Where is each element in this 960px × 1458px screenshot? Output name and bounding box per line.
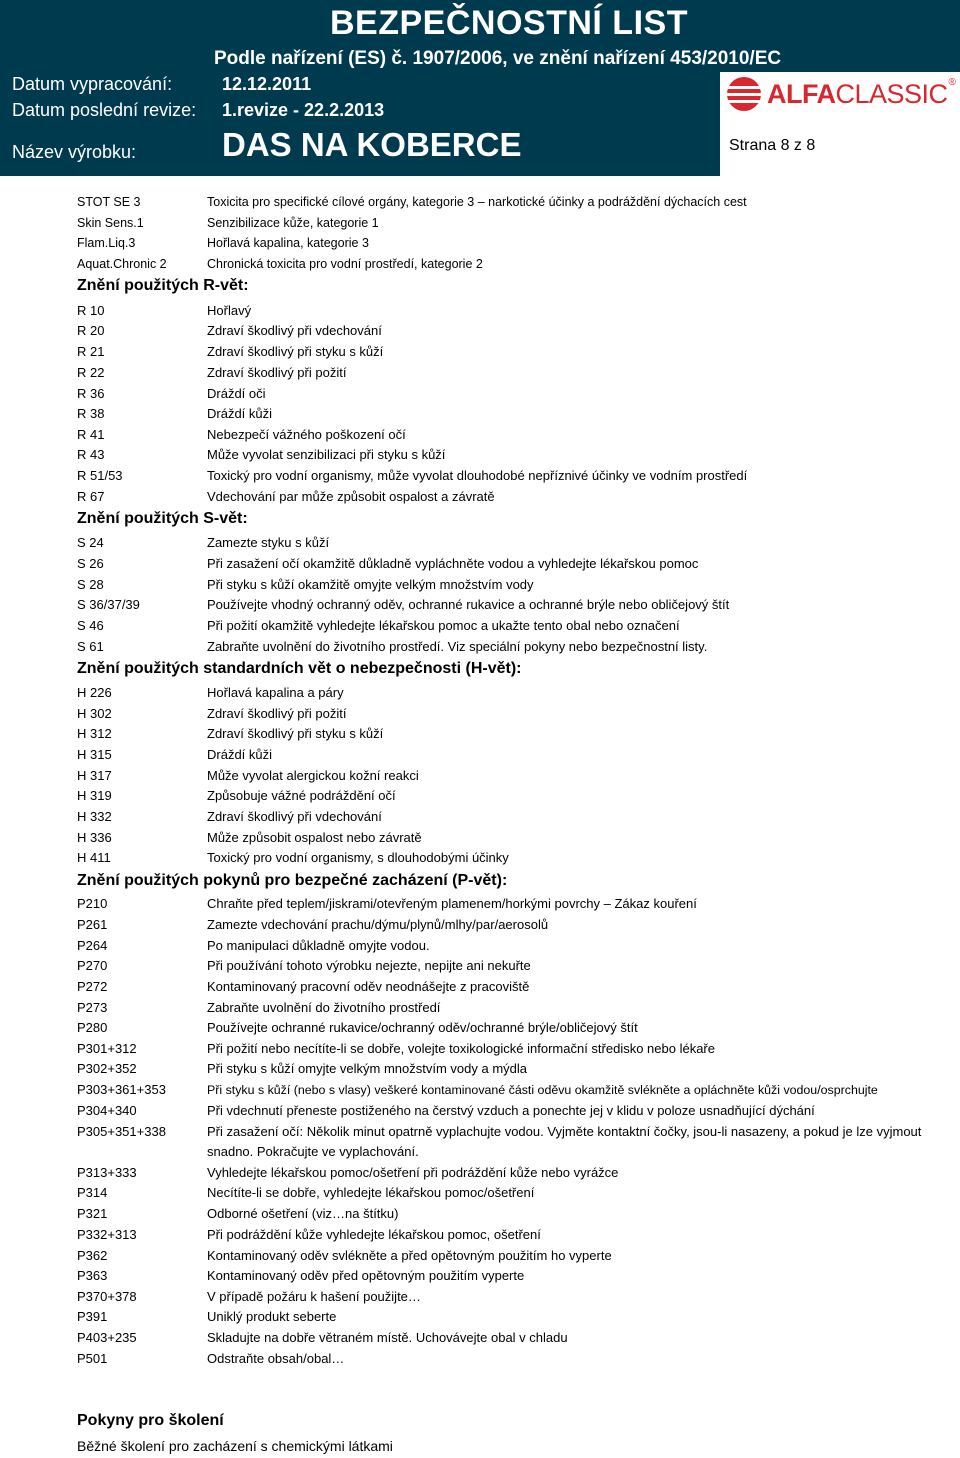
h-phrase-code: H 312 xyxy=(77,726,112,741)
h-phrase-text: Zdraví škodlivý při vdechování xyxy=(207,809,382,824)
r-phrase-code: R 36 xyxy=(77,386,105,401)
classification-code: STOT SE 3 xyxy=(77,195,141,209)
s-phrase-text: Při zasažení očí okamžitě důkladně vypláchněte vodou a vyhledejte lékařskou pomoc xyxy=(207,556,699,571)
r-section-heading: Znění použitých R-vět: xyxy=(77,277,249,294)
p-phrase-text: Kontaminovaný oděv svlékněte a před opětovným použitím ho vyperte xyxy=(207,1248,612,1263)
h-phrase-code: H 226 xyxy=(77,685,112,700)
s-phrase-code: S 24 xyxy=(77,535,104,550)
r-phrase-code: R 43 xyxy=(77,447,105,462)
p-phrase-code: P304+340 xyxy=(77,1103,137,1118)
p-phrase-code: P313+333 xyxy=(77,1165,137,1180)
r-phrase-text: Zdraví škodlivý při požití xyxy=(207,365,347,380)
date-revised-label: Datum poslední revize: xyxy=(12,100,197,120)
p-phrase-text: Vyhledejte lékařskou pomoc/ošetření při podráždění kůže nebo vyrážce xyxy=(207,1165,619,1180)
training-heading: Pokyny pro školení xyxy=(77,1412,224,1429)
r-phrase-code: R 51/53 xyxy=(77,468,123,483)
p-phrase-code: P264 xyxy=(77,938,108,953)
p-phrase-text: Kontaminovaný pracovní oděv neodnášejte z pracoviště xyxy=(207,979,530,994)
training-text: Běžné školení pro zacházení s chemickými látkami xyxy=(77,1438,393,1454)
p-phrase-text: Při používání tohoto výrobku nejezte, nepijte ani nekuřte xyxy=(207,958,531,973)
classification-text: Hořlavá kapalina, kategorie 3 xyxy=(207,236,369,250)
date-created-value: 12.12.2011 xyxy=(222,74,312,94)
document-title: BEZPEČNOSTNÍ LIST xyxy=(330,4,688,42)
h-phrase-text: Hořlavá kapalina a páry xyxy=(207,685,344,700)
p-phrase-code: P270 xyxy=(77,958,108,973)
r-phrase-code: R 41 xyxy=(77,427,105,442)
h-phrase-text: Může způsobit ospalost nebo závratě xyxy=(207,830,422,845)
p-phrase-text: Při vdechnutí přeneste postiženého na čerstvý vzduch a ponechte jej v klidu v poloze usnadňující dýchání xyxy=(207,1103,815,1118)
h-phrase-text: Zdraví škodlivý při požití xyxy=(207,706,347,721)
p-phrase-text: Chraňte před teplem/jiskrami/otevřeným plamenem/horkými povrchy – Zákaz kouření xyxy=(207,896,697,911)
p-phrase-text: Používejte ochranné rukavice/ochranný oděv/ochranné brýle/obličejový štít xyxy=(207,1020,638,1035)
p-section-heading: Znění použitých pokynů pro bezpečné zacházení (P-vět): xyxy=(77,872,508,889)
classification-code: Aquat.Chronic 2 xyxy=(77,257,167,271)
r-phrase-code: R 21 xyxy=(77,344,105,359)
r-phrase-text: Může vyvolat senzibilizaci při styku s kůží xyxy=(207,447,446,462)
p-phrase-code: P305+351+338 xyxy=(77,1124,166,1139)
date-revised-value: 1.revize - 22.2.2013 xyxy=(222,100,385,120)
product-name: DAS NA KOBERCE xyxy=(222,126,522,163)
p-phrase-text: Zamezte vdechování prachu/dýmu/plynů/mlhy/par/aerosolů xyxy=(207,917,549,932)
p-phrase-code: P303+361+353 xyxy=(77,1082,166,1097)
s-section-heading: Znění použitých S-vět: xyxy=(77,510,248,527)
s-phrase-text: Zamezte styku s kůží xyxy=(207,535,330,550)
classification-text: Chronická toxicita pro vodní prostředí, kategorie 2 xyxy=(207,257,483,271)
p-phrase-code: P273 xyxy=(77,1000,108,1015)
s-phrase-text: Při požití okamžitě vyhledejte lékařskou pomoc a ukažte tento obal nebo označení xyxy=(207,618,680,633)
p-phrase-code: P280 xyxy=(77,1020,108,1035)
logo-mark-icon xyxy=(727,77,761,111)
date-created-label: Datum vypracování: xyxy=(12,74,173,94)
h-phrase-text: Toxický pro vodní organismy, s dlouhodobými účinky xyxy=(207,850,509,865)
r-phrase-text: Dráždí oči xyxy=(207,386,266,401)
h-phrase-code: H 411 xyxy=(77,850,111,865)
h-phrase-text: Způsobuje vážné podráždění očí xyxy=(207,788,396,803)
h-phrase-text: Zdraví škodlivý při styku s kůží xyxy=(207,726,384,741)
s-phrase-code: S 28 xyxy=(77,577,104,592)
r-phrase-code: R 38 xyxy=(77,406,105,421)
classification-code: Flam.Liq.3 xyxy=(77,236,136,250)
h-phrase-text: Může vyvolat alergickou kožní reakci xyxy=(207,768,419,783)
h-phrase-code: H 315 xyxy=(77,747,112,762)
classification-code: Skin Sens.1 xyxy=(77,216,144,230)
r-phrase-code: R 20 xyxy=(77,323,105,338)
s-phrase-text: Používejte vhodný ochranný oděv, ochranné rukavice a ochranné brýle nebo obličejový štít xyxy=(207,597,730,612)
s-phrase-code: S 61 xyxy=(77,639,104,654)
document-header xyxy=(0,0,960,176)
h-phrase-code: H 302 xyxy=(77,706,112,721)
p-phrase-text: Při podráždění kůže vyhledejte lékařskou pomoc, ošetření xyxy=(207,1227,541,1242)
p-phrase-code: P370+378 xyxy=(77,1289,137,1304)
p-phrase-code: P332+313 xyxy=(77,1227,137,1242)
logo-text-classic: CLASSIC xyxy=(835,78,948,109)
p-phrase-code: P391 xyxy=(77,1309,108,1324)
p-phrase-code: P261 xyxy=(77,917,108,932)
h-phrase-code: H 332 xyxy=(77,809,112,824)
h-phrase-code: H 317 xyxy=(77,768,112,783)
p-phrase-text: Odstraňte obsah/obal… xyxy=(207,1351,345,1366)
p-phrase-text: Při styku s kůží omyjte velkým množstvím vody a mýdla xyxy=(207,1061,528,1076)
p-phrase-code: P403+235 xyxy=(77,1330,137,1345)
r-phrase-text: Toxický pro vodní organismy, může vyvolat dlouhodobé nepříznivé účinky ve vodním prostředí xyxy=(207,468,748,483)
p-phrase-text: Kontaminovaný oděv před opětovným použitím vyperte xyxy=(207,1268,525,1283)
h-phrase-code: H 319 xyxy=(77,788,112,803)
classification-text: Senzibilizace kůže, kategorie 1 xyxy=(207,216,379,230)
p-phrase-code: P302+352 xyxy=(77,1061,137,1076)
p-phrase-code: P321 xyxy=(77,1206,108,1221)
p-phrase-code: P363 xyxy=(77,1268,108,1283)
logo-registered-mark: ® xyxy=(948,77,956,88)
p-phrase-text: Při styku s kůží (nebo s vlasy) veškeré kontaminované části oděvu okamžitě svlékněte a opláchněte kůži vodou/osprchujte xyxy=(207,1083,878,1097)
h-section-heading: Znění použitých standardních vět o nebezpečnosti (H-vět): xyxy=(77,660,522,677)
p-phrase-code: P362 xyxy=(77,1248,108,1263)
p-phrase-text: Zabraňte uvolnění do životního prostředí xyxy=(207,1000,441,1015)
p-phrase-text: Po manipulaci důkladně omyjte vodou. xyxy=(207,938,430,953)
p-phrase-code: P210 xyxy=(77,896,108,911)
r-phrase-code: R 10 xyxy=(77,303,105,318)
p-phrase-text: Skladujte na dobře větraném místě. Uchovávejte obal v chladu xyxy=(207,1330,568,1345)
r-phrase-text: Nebezpečí vážného poškození očí xyxy=(207,427,406,442)
r-phrase-text: Zdraví škodlivý při vdechování xyxy=(207,323,382,338)
regulation-line: Podle nařízení (ES) č. 1907/2006, ve znění nařízení 453/2010/EC xyxy=(214,48,782,69)
r-phrase-text: Hořlavý xyxy=(207,303,252,318)
p-phrase-code: P314 xyxy=(77,1185,108,1200)
h-phrase-text: Dráždí kůži xyxy=(207,747,273,762)
s-phrase-code: S 26 xyxy=(77,556,104,571)
classification-text: Toxicita pro specifické cílové orgány, kategorie 3 – narkotické účinky a podráždění dýchacích cest xyxy=(207,195,747,209)
p-phrase-text: Při zasažení očí: Několik minut opatrně vyplachujte vodou. Vyjměte kontaktní čočky, jsou-li nasazeny, a pokud je lze vyjmout snadno. Pokračujte ve vyplachování. xyxy=(207,1124,922,1159)
p-phrase-text: Při požití nebo necítíte-li se dobře, volejte toxikologické informační středisko nebo lékaře xyxy=(207,1041,715,1056)
s-phrase-code: S 46 xyxy=(77,618,104,633)
product-label: Název výrobku: xyxy=(12,142,137,162)
s-phrase-text: Při styku s kůží okamžitě omyjte velkým množstvím vody xyxy=(207,577,534,592)
s-phrase-text: Zabraňte uvolnění do životního prostředí. Viz speciální pokyny nebo bezpečnostní listy. xyxy=(207,639,708,654)
p-phrase-code: P272 xyxy=(77,979,108,994)
s-phrase-code: S 36/37/39 xyxy=(77,597,140,612)
p-phrase-text: Uniklý produkt seberte xyxy=(207,1309,337,1324)
r-phrase-text: Dráždí kůži xyxy=(207,406,273,421)
alfaclassic-logo xyxy=(727,77,956,111)
logo-text-alfa: ALFA xyxy=(767,78,836,109)
p-phrase-text: V případě požáru k hašení použijte… xyxy=(207,1289,421,1304)
h-phrase-code: H 336 xyxy=(77,830,112,845)
page-number: Strana 8 z 8 xyxy=(729,137,816,154)
p-phrase-text: Odborné ošetření (viz…na štítku) xyxy=(207,1206,399,1221)
r-phrase-code: R 22 xyxy=(77,365,105,380)
r-phrase-text: Vdechování par může způsobit ospalost a závratě xyxy=(207,489,495,504)
p-phrase-code: P501 xyxy=(77,1351,108,1366)
p-phrase-text: Necítíte-li se dobře, vyhledejte lékařskou pomoc/ošetření xyxy=(207,1185,535,1200)
r-phrase-code: R 67 xyxy=(77,489,105,504)
r-phrase-text: Zdraví škodlivý při styku s kůží xyxy=(207,344,384,359)
p-phrase-code: P301+312 xyxy=(77,1041,137,1056)
